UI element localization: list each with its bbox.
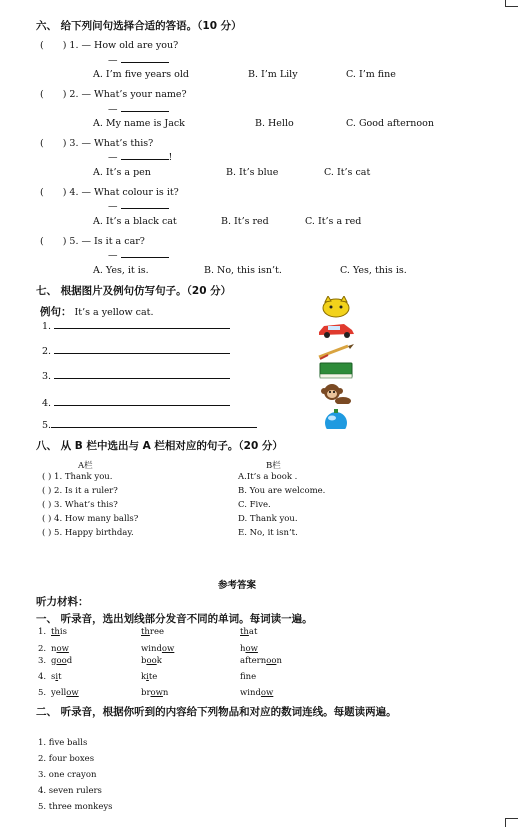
match-a-5: ( ) 5. Happy birthday. [42, 528, 134, 538]
part2-item-2: 2. four boxes [38, 754, 95, 764]
option-3a: A. It’s a pen [93, 167, 151, 178]
listening-material-label: 听力材料： [36, 596, 89, 608]
option-1a: A. I’m five years old [93, 69, 189, 80]
word-row-4: 4. sit kite fne [38, 672, 257, 682]
match-a-3: ( ) 3. What’s this? [42, 500, 118, 510]
option-4b: B. It’s red [221, 216, 269, 227]
column-a-header: A栏 [78, 461, 93, 471]
match-a-4: ( ) 4. How many balls? [42, 514, 139, 524]
match-b-4: D. Thank you. [238, 514, 298, 524]
question-1: ( ) 1. — How old are you? [40, 40, 179, 51]
option-4a: A. It’s a black cat [93, 216, 177, 227]
match-b-1: A.It’s a book . [238, 472, 298, 482]
word-row-2: 2. now window how [38, 644, 258, 654]
question-2: ( ) 2. — What’s your name? [40, 89, 187, 100]
writing-line-4: 4. [42, 397, 230, 409]
monkey-icon [316, 382, 356, 404]
yellow-cat-icon [316, 296, 356, 318]
blue-ball-icon [316, 407, 356, 429]
writing-line-1: 1. [42, 320, 230, 332]
section8-title: 八、 从 B 栏中选出与 A 栏相对应的句子。（20 分） [36, 440, 283, 452]
part2-item-1: 1. five balls [38, 738, 88, 748]
option-2b: B. Hello [255, 118, 294, 129]
answer-line-1: — [108, 54, 169, 66]
match-a-1: ( ) 1. Thank you. [42, 472, 113, 482]
answers-title: 参考答案 [218, 580, 257, 591]
option-2a: A. My name is Jack [93, 118, 185, 129]
word-row-5: 5. yellow brown window [38, 688, 274, 698]
part1-title: 一、 听录音，选出划线部分发音不同的单词。每词读一遍。 [36, 613, 313, 625]
section7-title: 七、 根据图片及例句仿写句子。（20 分） [36, 285, 232, 297]
word-row-1: 1. this three that [38, 627, 258, 637]
option-3b: B. It’s blue [226, 167, 279, 178]
red-car-icon [316, 318, 356, 340]
writing-line-5: 5. [42, 419, 257, 431]
word-row-3: 3. good book afternoon [38, 656, 282, 666]
option-5c: C. Yes, this is. [340, 265, 407, 276]
match-b-2: B. You are welcome. [238, 486, 326, 496]
column-b-header: B栏 [266, 461, 281, 471]
section6-title: 六、 给下列问句选择合适的答语。（10 分） [36, 20, 242, 32]
match-b-3: C. Five. [238, 500, 271, 510]
answer-line-3: — ! [108, 152, 173, 163]
question-5: ( ) 5. — Is it a car? [40, 236, 145, 247]
part2-title: 二、 听录音，根据你听到的内容给下列物品和对应的数词连线。每题读两遍。 [36, 706, 397, 718]
option-4c: C. It’s a red [305, 216, 362, 227]
writing-line-2: 2. [42, 345, 230, 357]
writing-line-3: 3. [42, 370, 230, 382]
part2-item-3: 3. one crayon [38, 770, 97, 780]
answer-line-4: — [108, 200, 169, 212]
option-5a: A. Yes, it is. [93, 265, 149, 276]
option-5b: B. No, this isn’t. [204, 265, 282, 276]
option-1b: B. I’m Lily [248, 69, 298, 80]
match-b-5: E. No, it isn’t. [238, 528, 298, 538]
question-4: ( ) 4. — What colour is it? [40, 187, 179, 198]
match-a-2: ( ) 2. Is it a ruler? [42, 486, 118, 496]
green-book-icon [316, 359, 356, 381]
crop-mark-top-right [505, 0, 518, 7]
option-3c: C. It’s cat [324, 167, 371, 178]
option-2c: C. Good afternoon [346, 118, 434, 129]
part2-item-5: 5. three monkeys [38, 802, 113, 812]
answer-line-5: — [108, 249, 169, 261]
question-3: ( ) 3. — What’s this? [40, 138, 154, 149]
example-sentence: 例句： It’s a yellow cat. [40, 306, 154, 318]
part2-item-4: 4. seven rulers [38, 786, 102, 796]
answer-line-2: — [108, 103, 169, 115]
option-1c: C. I’m fine [346, 69, 396, 80]
